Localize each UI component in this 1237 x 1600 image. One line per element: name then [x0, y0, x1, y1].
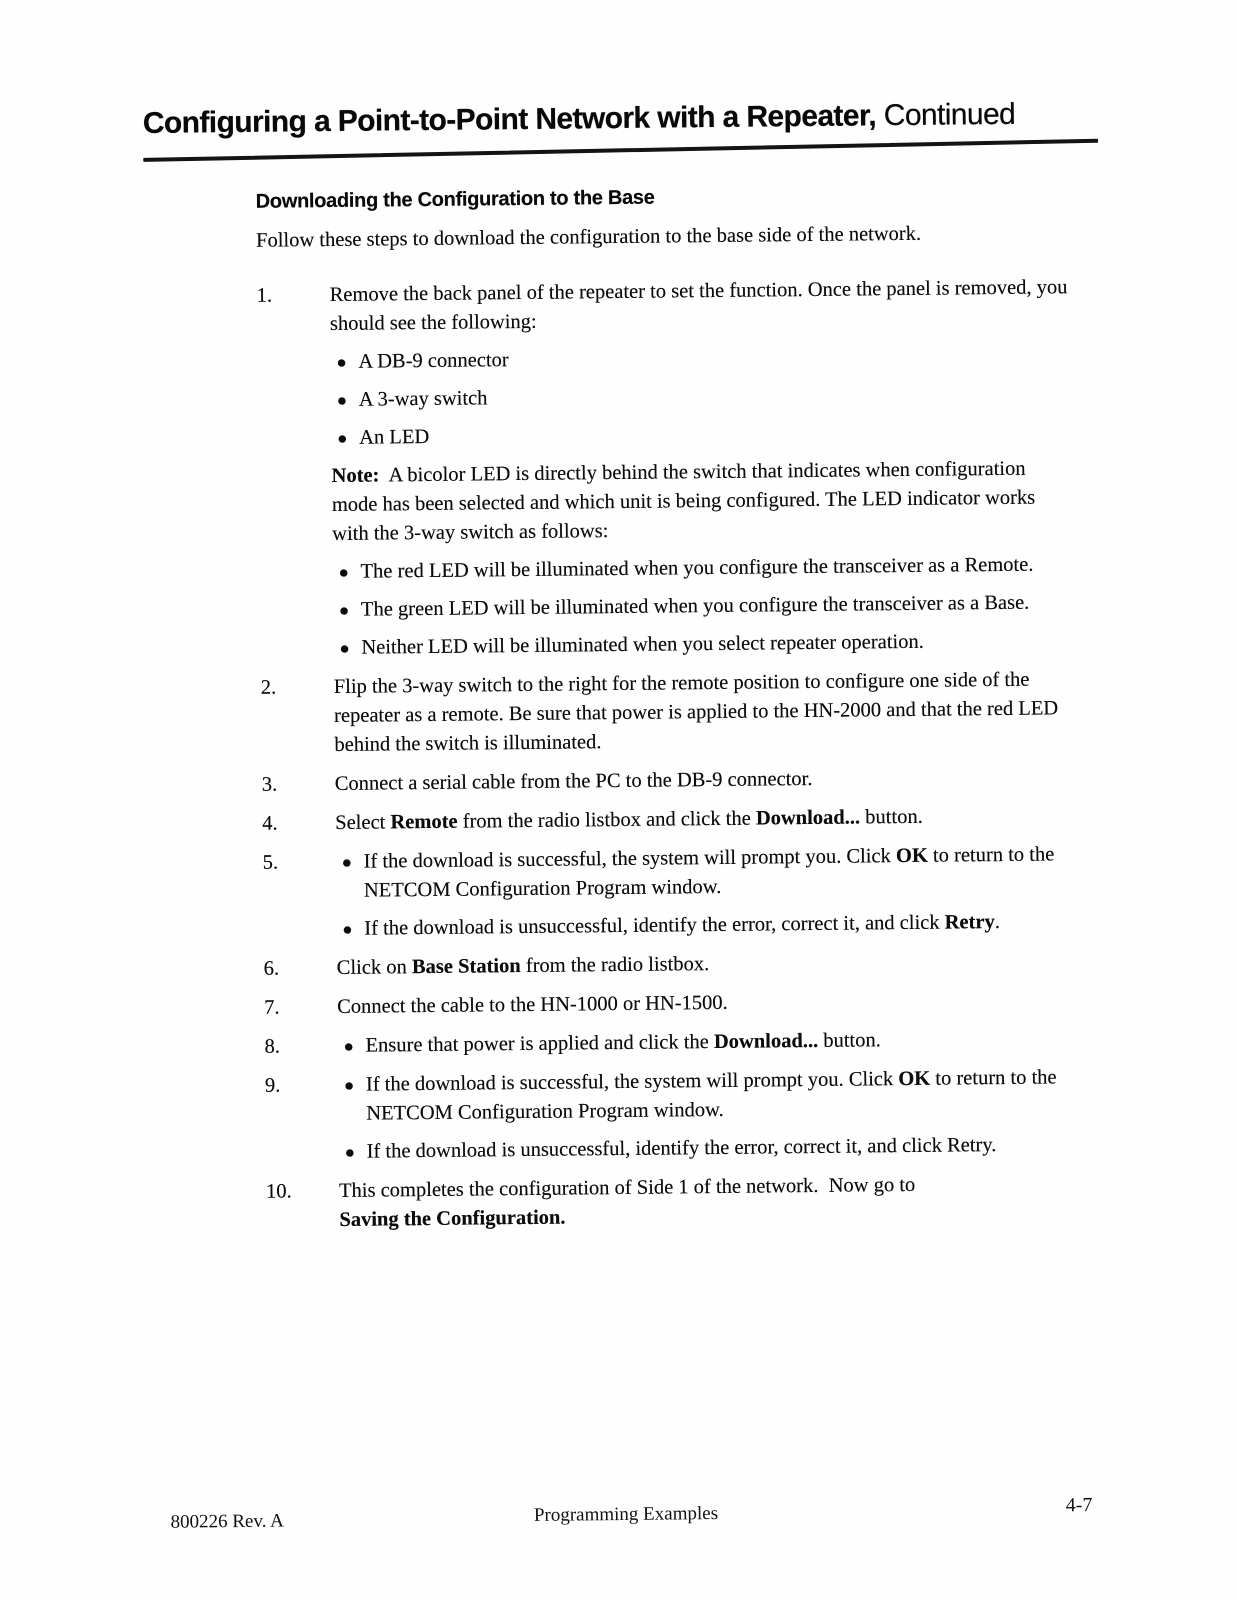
- bullet-item: [333, 626, 1073, 663]
- text-segment: OK: [898, 1067, 931, 1091]
- text-segment: Saving the Configuration.: [339, 1206, 566, 1231]
- bullet-dot-icon: ●: [338, 600, 350, 620]
- bullet-item: [336, 907, 1076, 944]
- step-content: [338, 1063, 1079, 1167]
- text-segment: If the download is successful, the system will prompt you. Click: [365, 1068, 899, 1096]
- text-segment: This completes the configuration of Side 1 of the network. Now go to: [338, 1173, 916, 1202]
- step-content: [335, 801, 1075, 838]
- text-segment: Download...: [755, 806, 861, 830]
- text-segment: from the radio listbox.: [520, 953, 710, 978]
- step-paragraph: [335, 762, 1075, 799]
- text-segment: Retry: [944, 911, 995, 934]
- bullet-item: [331, 416, 1071, 453]
- step-paragraph: [331, 454, 1072, 549]
- step-number: 7.: [264, 996, 280, 1019]
- bullet-item: [332, 550, 1072, 587]
- step-item: [266, 1167, 1237, 1235]
- steps-list: [257, 272, 1237, 1236]
- bullet-text: [358, 340, 1070, 376]
- step-item: [264, 945, 1237, 984]
- section-heading: Downloading the Configuration to the Base: [255, 186, 655, 213]
- bullet-item: [330, 340, 1070, 377]
- bullet-item: [335, 840, 1076, 906]
- page-title: [143, 96, 1230, 141]
- text-segment: If the download is unsuccessful, identify the error, correct it, and click Retry.: [366, 1134, 997, 1163]
- step-item: [262, 800, 1237, 839]
- step-item: [264, 984, 1237, 1023]
- bullet-item: [333, 588, 1073, 625]
- text-segment: button.: [818, 1029, 881, 1052]
- text-segment: Select: [335, 811, 391, 834]
- text-segment: Flip the 3-way switch to the right for the remote position to configure one side of the repeater as a remote. Be sure that power is applied to the HN-2000 and that the red LED behind the switch is illuminated.: [333, 668, 1059, 756]
- bullet-dot-icon: ●: [338, 562, 349, 582]
- step-paragraph: [335, 801, 1075, 838]
- step-number: 8.: [264, 1035, 281, 1058]
- step-content: [337, 985, 1077, 1022]
- text-segment: .: [994, 911, 1001, 934]
- text-segment: Note:: [331, 464, 380, 487]
- text-segment: Connect a serial cable from the PC to the DB-9 connector.: [334, 767, 813, 795]
- text-segment: to return to the NETCOM Configuration Program window.: [363, 843, 1055, 902]
- step-content: [337, 946, 1077, 983]
- text-segment: A 3-way switch: [358, 387, 488, 411]
- step-item: [257, 272, 1236, 664]
- text-segment: Ensure that power is applied and click the: [365, 1031, 715, 1057]
- text-segment: Remote: [390, 810, 458, 834]
- text-segment: An LED: [359, 425, 430, 449]
- bullet-dot-icon: ●: [341, 852, 353, 872]
- intro-paragraph: Follow these steps to download the configuration to the base side of the network.: [256, 222, 922, 252]
- step-item: [262, 761, 1237, 800]
- title-rule: [143, 139, 1098, 162]
- bullet-text: [364, 907, 1076, 943]
- step-paragraph: [337, 946, 1077, 983]
- text-segment: The green LED will be illuminated when you configure the transceiver as a Base.: [360, 591, 1030, 621]
- step-number: 2.: [260, 676, 277, 699]
- step-content: [335, 840, 1076, 944]
- bullet-dot-icon: ●: [337, 428, 348, 448]
- bullet-text: [367, 1130, 1079, 1166]
- bullet-dot-icon: ●: [343, 1075, 355, 1095]
- text-segment: from the radio listbox and click the: [457, 807, 757, 833]
- step-number: 9.: [264, 1074, 281, 1097]
- bullet-text: [360, 550, 1072, 586]
- step-item: [261, 664, 1237, 761]
- step-number: 10.: [265, 1180, 292, 1203]
- text-segment: to return to the NETCOM Configuration Program window.: [366, 1066, 1057, 1125]
- bullet-item: [337, 1024, 1077, 1061]
- footer-section-title: Programming Examples: [533, 1502, 719, 1526]
- bullet-dot-icon: ●: [342, 919, 353, 939]
- text-segment: Continued: [875, 97, 1016, 133]
- bullet-dot-icon: ●: [343, 1036, 354, 1056]
- step-content: [330, 273, 1074, 663]
- footer-doc-number: 800226 Rev. A: [170, 1510, 284, 1533]
- bullet-text: [361, 626, 1073, 662]
- step-content: [334, 665, 1075, 760]
- page-footer: [7, 1496, 1237, 1533]
- step-number: 5.: [262, 851, 279, 874]
- step-paragraph: [330, 273, 1071, 339]
- step-number: 4.: [262, 812, 278, 835]
- text-segment: A bicolor LED is directly behind the switch that indicates when configuration mode has been selected and which unit is being configured. The LED indicator works with the 3-way switch as follows:: [331, 457, 1036, 545]
- text-segment: Neither LED will be illuminated when you select repeater operation.: [361, 630, 924, 659]
- step-number: 3.: [261, 773, 278, 796]
- bullet-item: [331, 378, 1071, 415]
- text-segment: Base Station: [411, 955, 521, 979]
- step-item: [262, 839, 1237, 945]
- bullet-dot-icon: ●: [336, 390, 348, 410]
- bullet-item: [338, 1063, 1079, 1129]
- bullet-dot-icon: ●: [339, 638, 350, 658]
- text-segment: If the download is successful, the system will prompt you. Click: [363, 845, 897, 873]
- step-paragraph: [337, 985, 1077, 1022]
- bullet-text: [365, 1024, 1077, 1060]
- footer-page-number: 4-7: [1065, 1494, 1093, 1517]
- text-segment: The red LED will be illuminated when you configure the transceiver as a Remote.: [360, 553, 1034, 583]
- text-segment: OK: [895, 844, 928, 868]
- bullet-dot-icon: ●: [336, 352, 347, 372]
- text-segment: button.: [860, 805, 923, 829]
- step-content: [339, 1169, 1080, 1235]
- text-segment: Download...: [713, 1029, 819, 1054]
- bullet-item: [339, 1130, 1079, 1167]
- text-segment: If the download is unsuccessful, identify the error, correct it, and click: [364, 911, 945, 940]
- step-number: 6.: [263, 957, 280, 980]
- step-item: [265, 1062, 1237, 1168]
- bullet-text: [366, 1063, 1079, 1128]
- text-segment: Configuring a Point-to-Point Network with a Repeater,: [142, 99, 877, 140]
- bullet-dot-icon: ●: [344, 1142, 356, 1162]
- bullet-text: [361, 588, 1073, 624]
- bullet-text: [359, 378, 1071, 414]
- bullet-text: [363, 840, 1076, 905]
- step-content: [335, 762, 1075, 799]
- text-segment: Click on: [336, 956, 413, 979]
- text-segment: Connect the cable to the HN-1000 or HN-1500.: [337, 991, 728, 1018]
- step-paragraph: [334, 665, 1075, 760]
- step-number: 1.: [256, 284, 273, 307]
- step-paragraph: [339, 1169, 1080, 1235]
- step-content: [337, 1024, 1077, 1061]
- text-segment: A DB-9 connector: [358, 349, 509, 373]
- bullet-text: [359, 416, 1071, 452]
- step-item: [264, 1023, 1237, 1062]
- text-segment: Remove the back panel of the repeater to set the function. Once the panel is removed, you should see the following:: [329, 276, 1068, 335]
